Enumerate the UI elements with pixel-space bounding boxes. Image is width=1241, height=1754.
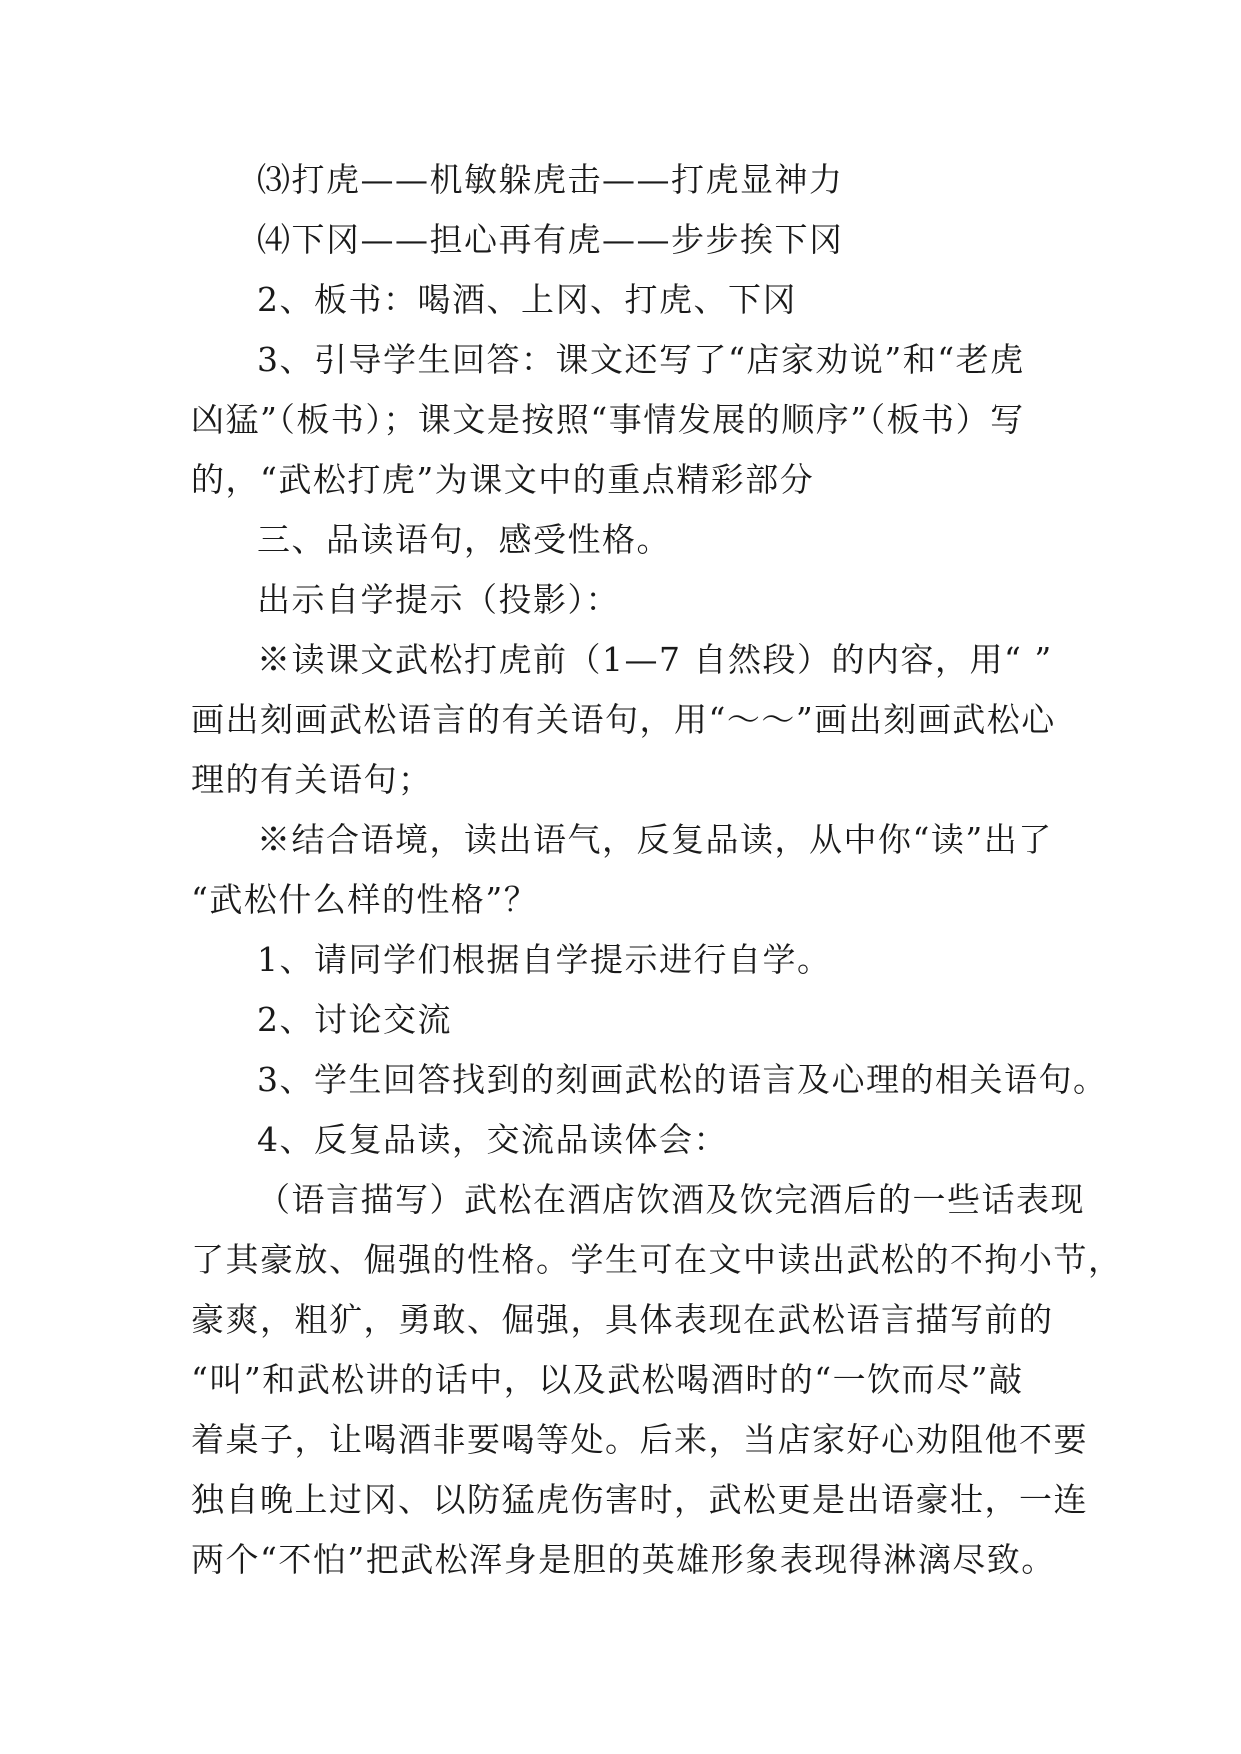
text-line: 4、反复品读，交流品读体会：	[257, 1120, 728, 1159]
text-line: 豪爽，粗犷，勇敢、倔强，具体表现在武松语言描写前的	[191, 1300, 1054, 1339]
text-line: ※读课文武松打虎前（1—7 自然段）的内容，用“ ”	[257, 640, 1053, 679]
text-line: 3、引导学生回答：课文还写了“店家劝说”和“老虎	[257, 340, 1025, 379]
text-line: 3、学生回答找到的刻画武松的语言及心理的相关语句。	[257, 1060, 1108, 1099]
text-line: 画出刻画武松语言的有关语句，用“～～”画出刻画武松心	[191, 700, 1056, 739]
document-body	[191, 150, 1123, 1590]
text-line: 2、板书：喝酒、上冈、打虎、下冈	[257, 280, 797, 319]
text-line: 两个“不怕”把武松浑身是胆的英雄形象表现得淋漓尽致。	[191, 1540, 1056, 1579]
text-line: “武松什么样的性格”？	[191, 880, 539, 919]
text-line: 着桌子，让喝酒非要喝等处。后来，当店家好心劝阻他不要	[191, 1420, 1088, 1459]
text-line: “叫”和武松讲的话中，以及武松喝酒时的“一饮而尽”敲	[191, 1360, 1024, 1399]
text-line: （语言描写）武松在酒店饮酒及饮完酒后的一些话表现	[257, 1180, 1085, 1219]
text-line: 独自晚上过冈、以防猛虎伤害时，武松更是出语豪壮，一连	[191, 1480, 1088, 1519]
text-line: 出示自学提示（投影）：	[257, 580, 620, 619]
text-line: 的，“武松打虎”为课文中的重点精彩部分	[191, 460, 815, 499]
text-line: 2、讨论交流	[257, 1000, 452, 1039]
text-line: 了其豪放、倔强的性格。学生可在文中读出武松的不拘小节，	[191, 1240, 1123, 1279]
section-heading: 三、品读语句，感受性格。	[257, 520, 671, 559]
text-line: 凶猛”（板书）；课文是按照“事情发展的顺序”（板书）写	[191, 400, 1025, 439]
text-line: ⑶打虎——机敏躲虎击——打虎显神力	[257, 160, 844, 199]
text-line: 理的有关语句；	[191, 760, 433, 799]
text-line: 1、请同学们根据自学提示进行自学。	[257, 940, 832, 979]
text-line: ※结合语境，读出语气，反复品读，从中你“读”出了	[257, 820, 1053, 859]
text-line: ⑷下冈——担心再有虎——步步挨下冈	[257, 220, 844, 259]
